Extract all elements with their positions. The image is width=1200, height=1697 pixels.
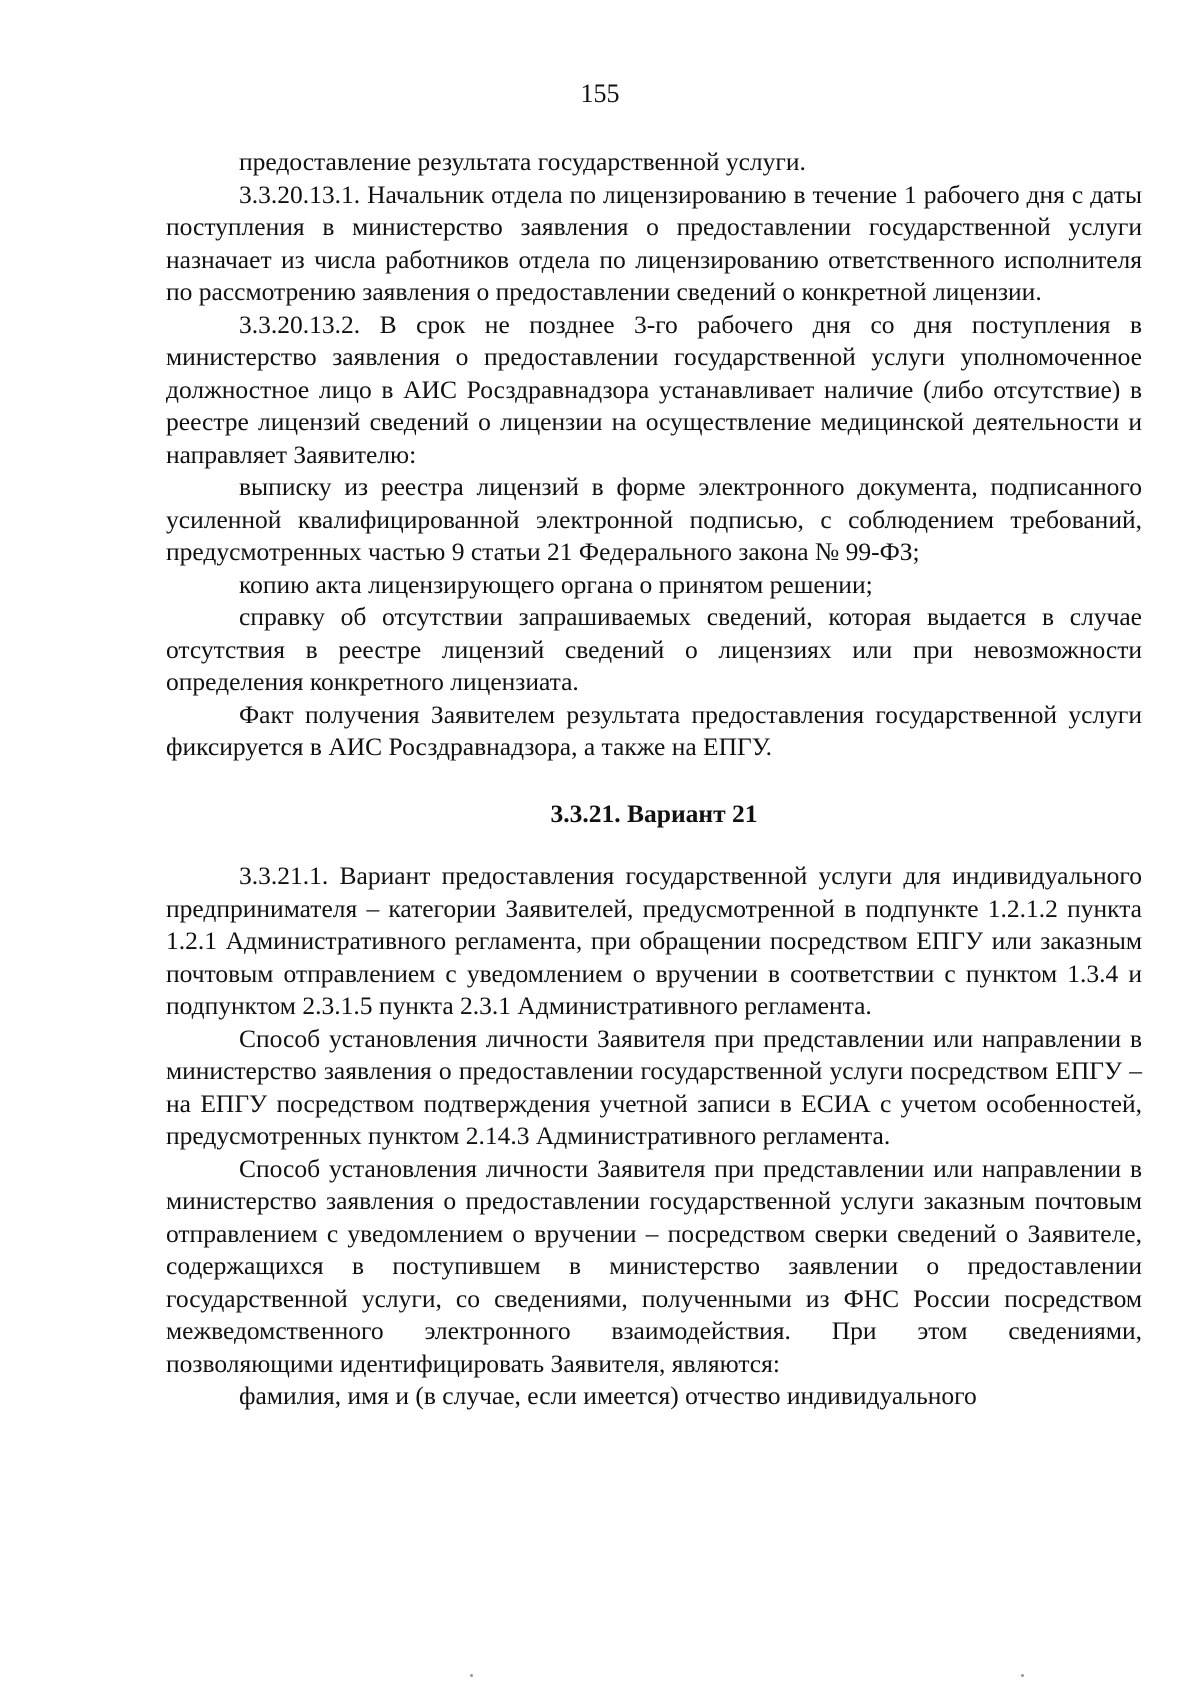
document-body: [166, 146, 1142, 1413]
paragraph-3-3-20-13-2: 3.3.20.13.2. В срок не позднее 3-го рабочего дня со дня поступления в министерство заявления о предоставлении государственной услуги уполномоченное должностное лицо в АИС Росздравнадзора устанавливает наличие (либо отсутствие) в реестре лицензий сведений о лицензии на осуществление медицинской деятельности и направляет Заявителю:: [166, 309, 1142, 469]
paragraph-continuation: предоставление результата государственной услуги.: [239, 147, 806, 176]
section-heading: 3.3.21. Вариант 21: [550, 798, 758, 828]
paragraph-3-3-20-13-1: 3.3.20.13.1. Начальник отдела по лицензированию в течение 1 рабочего дня с даты поступления в министерство заявления о предоставлении государственной услуги назначает из числа работников отдела по лицензированию ответственного исполнителя по рассмотрению заявления о предоставлении сведений о конкретной лицензии.: [166, 179, 1142, 306]
paragraph-list-item-extract: выписку из реестра лицензий в форме электронного документа, подписанного усиленной квалифицированной электронной подписью, с соблюдением требований, предусмотренных частью 9 статьи 21 Федерального закона № 99-ФЗ;: [166, 472, 1142, 566]
paragraph-identifiers: фамилия, имя и (в случае, если имеется) отчество индивидуального: [239, 1381, 977, 1410]
scan-speck: [470, 1674, 473, 1677]
paragraph-result-fact: Факт получения Заявителем результата предоставления государственной услуги фиксируется в АИС Росздравнадзора, а также на ЕПГУ.: [166, 699, 1142, 761]
page-number: 155: [580, 79, 620, 108]
scan-speck: [1021, 1674, 1024, 1677]
paragraph-list-item-certificate: справку об отсутствии запрашиваемых сведений, которая выдается в случае отсутствия в реестре лицензий сведений о лицензиях или при невозможности определения конкретного лицензиата.: [166, 602, 1142, 696]
paragraph-3-3-21-1: 3.3.21.1. Вариант предоставления государственной услуги для индивидуального предпринимателя – категории Заявителей, предусмотренной в подпункте 1.2.1.2 пункта 1.2.1 Административного регламента, при обращении посредством ЕПГУ или заказным почтовым отправлением с уведомлением о вручении в соответствии с пунктом 1.3.4 и подпунктом 2.3.1.5 пункта 2.3.1 Административного регламента.: [166, 861, 1142, 1020]
paragraph-identity-epgu: Способ установления личности Заявителя при представлении или направлении в министерство заявления о предоставлении государственной услуги посредством ЕПГУ – на ЕПГУ посредством подтверждения учетной записи в ЕСИА с учетом особенностей, предусмотренных пунктом 2.14.3 Административного регламента.: [166, 1023, 1142, 1150]
paragraph-list-item-act-copy: копию акта лицензирующего органа о принятом решении;: [239, 569, 873, 599]
paragraph-identity-mail: Способ установления личности Заявителя при представлении или направлении в министерство заявления о предоставлении государственной услуги заказным почтовым отправлением с уведомлением о вручении – посредством сверки сведений о Заявителе, содержащихся в поступившем в министерство заявлении о предоставлении государственной услуги, со сведениями, полученными из ФНС России посредством межведомственного электронного взаимодействия. При этом сведениями, позволяющими идентифицировать Заявителя, являются:: [166, 1153, 1142, 1378]
